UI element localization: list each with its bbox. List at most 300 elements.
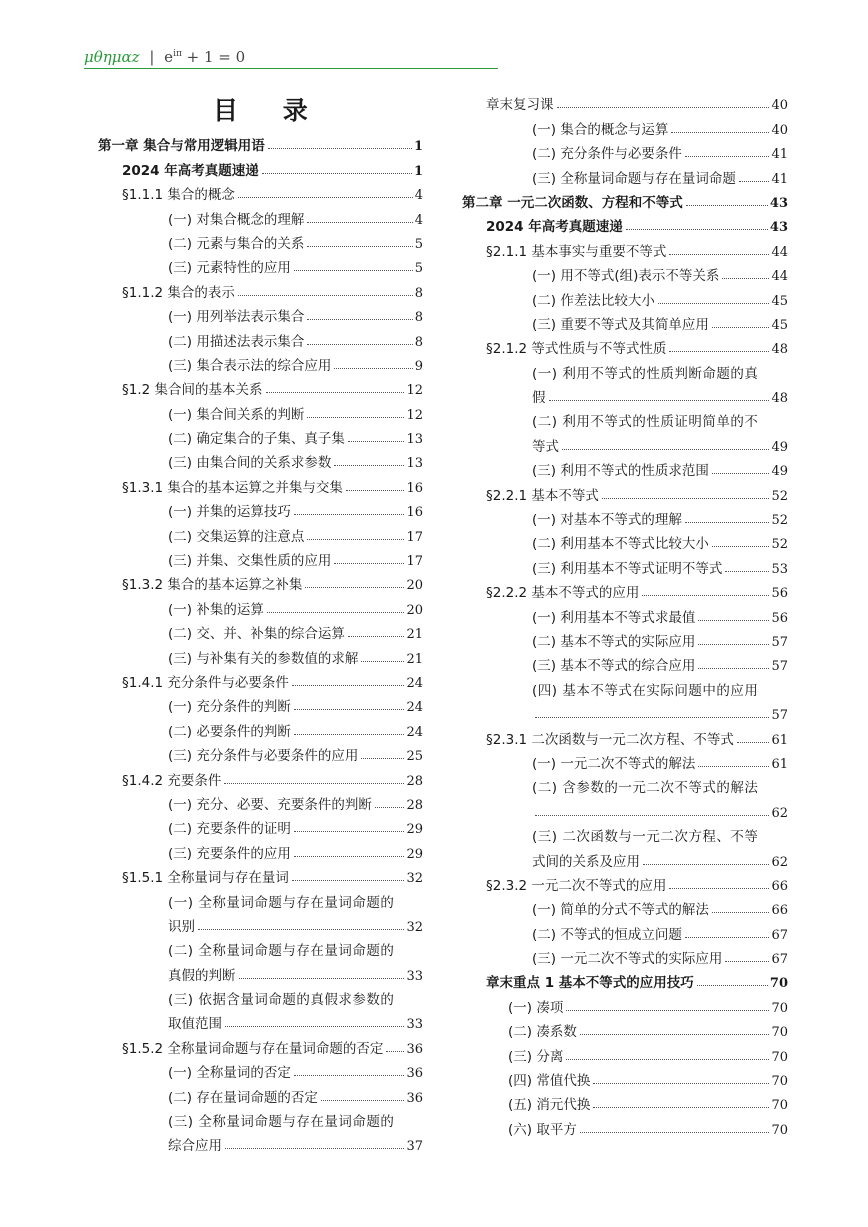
dot-leader [375, 807, 405, 808]
toc-page-number: 70 [771, 1074, 788, 1090]
toc-page-number: 8 [414, 334, 423, 350]
toc-entry-title: §1.4.2 充要条件 [122, 772, 222, 789]
toc-page-number: 33 [406, 968, 423, 984]
toc-entry-title: (三) 基本不等式的综合应用 [532, 658, 696, 675]
toc-page-number: 12 [406, 383, 423, 399]
toc-entry[interactable] [98, 642, 423, 666]
toc-page-number: 37 [406, 1139, 423, 1155]
toc-page-number: 48 [771, 391, 788, 407]
toc-entry-title: (三) 分离 [508, 1048, 564, 1065]
dot-leader [334, 368, 412, 369]
toc-entry-title: (三) 并集、交集性质的应用 [168, 553, 332, 570]
toc-entry-title: (三) 由集合间的关系求参数 [168, 455, 332, 472]
toc-right-column [462, 89, 788, 1138]
toc-entry-title: 等式 [532, 438, 559, 455]
toc-entry-title: 章末重点 1 基本不等式的应用技巧 [486, 975, 694, 992]
toc-entry[interactable] [462, 211, 788, 235]
toc-entry[interactable] [462, 1089, 788, 1113]
toc-entry[interactable] [98, 545, 423, 569]
toc-page-number: 24 [406, 700, 423, 716]
toc-entry-title: (二) 必要条件的判断 [168, 723, 291, 740]
toc-entry-title: (二) 元素与集合的关系 [168, 235, 305, 252]
brand-formula: $e^{i\pi} + 1 = 0$ [164, 48, 246, 66]
toc-page-number: 33 [406, 1017, 423, 1033]
toc-entry-title: (一) 用不等式(组)表示不等关系 [532, 268, 720, 285]
toc-entry-title: §1.3.1 集合的基本运算之并集与交集 [122, 479, 343, 496]
dot-leader [685, 156, 770, 157]
dot-leader [642, 595, 769, 596]
toc-entry-title: (一) 集合的概念与运算 [532, 121, 669, 138]
toc-entry[interactable] [462, 89, 788, 113]
dot-leader [580, 1034, 770, 1035]
toc-page-number: 53 [771, 561, 788, 577]
toc-entry[interactable] [462, 187, 788, 211]
dot-leader [307, 417, 404, 418]
dot-leader [669, 351, 769, 352]
toc-entry-title: (一) 利用不等式的性质判断命题的真 [532, 365, 759, 382]
toc-page-number: 17 [406, 529, 423, 545]
toc-entry[interactable] [98, 813, 423, 837]
toc-entry[interactable] [462, 430, 788, 454]
toc-page-number: 41 [771, 147, 788, 163]
toc-entry[interactable] [98, 618, 423, 642]
toc-entry[interactable] [462, 284, 788, 308]
toc-page-number: 49 [771, 439, 788, 455]
toc-entry[interactable] [462, 1016, 788, 1040]
dot-leader [239, 978, 405, 979]
toc-entry-title: §1.1.2 集合的表示 [122, 284, 235, 301]
header-brand [84, 48, 245, 66]
toc-page-number: 49 [771, 464, 788, 480]
toc-page-number: 44 [771, 244, 788, 260]
dot-leader [566, 1010, 769, 1011]
dot-leader [294, 709, 405, 710]
dot-leader [669, 888, 769, 889]
toc-entry-title: 第二章 一元二次函数、方程和不等式 [462, 194, 683, 211]
toc-entry[interactable] [98, 471, 423, 495]
dot-leader [712, 546, 770, 547]
toc-entry[interactable] [98, 715, 423, 739]
toc-page-number: 8 [414, 285, 423, 301]
toc-entry[interactable] [462, 260, 788, 284]
toc-entry[interactable] [98, 740, 423, 764]
toc-entry-title: 2024 年高考真题速递 [122, 162, 259, 179]
dot-leader [361, 661, 404, 662]
toc-entry[interactable] [462, 845, 788, 869]
toc-entry-title: (三) 利用不等式的性质求范围 [532, 463, 709, 480]
toc-entry[interactable] [462, 723, 788, 747]
dot-leader [562, 449, 769, 450]
toc-entry[interactable] [98, 1008, 423, 1032]
toc-entry-title: 真假的判断 [168, 967, 236, 984]
dot-leader [737, 742, 770, 743]
toc-entry-title: (三) 充要条件的应用 [168, 845, 291, 862]
toc-entry-title: (三) 集合表示法的综合应用 [168, 357, 332, 374]
toc-entry-title: (五) 消元代换 [508, 1097, 591, 1114]
dot-leader [224, 783, 404, 784]
toc-page-number: 1 [413, 139, 423, 155]
toc-page-number: 66 [771, 903, 788, 919]
toc-page-number: 13 [406, 432, 423, 448]
dot-leader [557, 107, 770, 108]
toc-entry[interactable] [462, 796, 788, 820]
toc-entry[interactable] [462, 626, 788, 650]
toc-page-number: 20 [406, 578, 423, 594]
dot-leader [225, 1026, 404, 1027]
toc-page-number: 70 [771, 1000, 788, 1016]
toc-entry[interactable] [462, 138, 788, 162]
dot-leader [725, 571, 769, 572]
dot-leader [198, 929, 404, 930]
toc-entry[interactable] [462, 162, 788, 186]
dot-leader [292, 880, 405, 881]
toc-entry[interactable] [98, 130, 423, 154]
toc-entry[interactable] [462, 382, 788, 406]
toc-entry-title: (三) 依据含量词命题的真假求参数的 [168, 992, 395, 1009]
brand-separator: | [149, 48, 155, 66]
toc-entry[interactable] [98, 398, 423, 422]
dot-leader [294, 856, 405, 857]
toc-entry[interactable] [462, 918, 788, 942]
toc-entry-title: (三) 重要不等式及其简单应用 [532, 316, 709, 333]
toc-entry[interactable] [98, 520, 423, 544]
toc-entry-title: (一) 补集的运算 [168, 601, 264, 618]
dot-leader [307, 246, 412, 247]
toc-entry-title: (一) 凑项 [508, 999, 564, 1016]
dot-leader [386, 1051, 404, 1052]
toc-entry[interactable] [98, 691, 423, 715]
toc-page-number: 17 [406, 554, 423, 570]
toc-entry[interactable] [98, 764, 423, 788]
toc-entry[interactable] [462, 406, 788, 430]
toc-entry-title: (三) 充分条件与必要条件的应用 [168, 748, 359, 765]
toc-entry-title: §1.1.1 集合的概念 [122, 187, 235, 204]
toc-entry-title: (二) 存在量词命题的否定 [168, 1089, 318, 1106]
toc-page-number: 1 [413, 163, 423, 179]
toc-page-number: 21 [406, 627, 423, 643]
toc-entry[interactable] [462, 1065, 788, 1089]
toc-entry-title: (四) 基本不等式在实际问题中的应用 [532, 682, 759, 699]
toc-entry-title: (一) 简单的分式不等式的解法 [532, 902, 709, 919]
toc-entry[interactable] [98, 1032, 423, 1056]
toc-entry[interactable] [98, 862, 423, 886]
toc-entry-title: (四) 常值代换 [508, 1073, 591, 1090]
toc-entry[interactable] [462, 699, 788, 723]
dot-leader [658, 303, 770, 304]
toc-entry[interactable] [98, 1130, 423, 1154]
toc-entry[interactable] [462, 479, 788, 503]
toc-page-number: 45 [771, 293, 788, 309]
toc-page-number: 61 [771, 732, 788, 748]
toc-entry-title: 2024 年高考真题速递 [486, 219, 623, 236]
toc-entry-title: (三) 全称量词命题与存在量词命题的 [168, 1114, 395, 1131]
dot-leader [712, 473, 770, 474]
dot-leader [669, 254, 769, 255]
dot-leader [348, 636, 405, 637]
toc-entry-title: (二) 交集运算的注意点 [168, 528, 305, 545]
toc-entry-title: (一) 对集合概念的理解 [168, 211, 305, 228]
toc-entry[interactable] [98, 984, 423, 1008]
toc-entry[interactable] [98, 959, 423, 983]
toc-entry-title: §2.1.2 等式性质与不等式性质 [486, 341, 667, 358]
toc-entry-title: (三) 全称量词命题与存在量词命题 [532, 170, 736, 187]
toc-entry[interactable] [462, 943, 788, 967]
dot-leader [698, 620, 769, 621]
toc-entry-title: §2.2.2 基本不等式的应用 [486, 585, 640, 602]
toc-page-number: 28 [406, 773, 423, 789]
toc-entry-title: (二) 利用不等式的性质证明简单的不 [532, 414, 759, 431]
toc-page-number: 44 [771, 269, 788, 285]
toc-entry-title: (三) 利用基本不等式证明不等式 [532, 560, 723, 577]
toc-entry[interactable] [462, 504, 788, 528]
toc-page-number: 28 [406, 797, 423, 813]
toc-page-number: 20 [406, 602, 423, 618]
dot-leader [698, 668, 769, 669]
toc-entry-title: 综合应用 [168, 1138, 222, 1155]
toc-entry[interactable] [462, 650, 788, 674]
dot-leader [698, 766, 769, 767]
dot-leader [685, 522, 770, 523]
dot-leader [321, 1100, 405, 1101]
toc-page-number: 62 [771, 805, 788, 821]
dot-leader [238, 197, 413, 198]
toc-page-number: 25 [406, 749, 423, 765]
dot-leader [698, 644, 769, 645]
toc-entry[interactable] [98, 374, 423, 398]
toc-entry[interactable] [98, 837, 423, 861]
dot-leader [294, 514, 405, 515]
toc-entry-title: (六) 取平方 [508, 1121, 577, 1138]
toc-entry[interactable] [98, 1057, 423, 1081]
toc-page-number: 29 [406, 846, 423, 862]
toc-page-number: 12 [406, 407, 423, 423]
toc-entry[interactable] [462, 113, 788, 137]
toc-entry[interactable] [462, 967, 788, 991]
toc-entry[interactable] [98, 154, 423, 178]
toc-entry[interactable] [462, 309, 788, 333]
header-rule [84, 68, 498, 69]
toc-entry-title: (二) 用描述法表示集合 [168, 333, 305, 350]
toc-entry-title: (三) 与补集有关的参数值的求解 [168, 650, 359, 667]
toc-page-number: 24 [406, 724, 423, 740]
dot-leader [712, 912, 770, 913]
toc-entry-title: (二) 含参数的一元二次不等式的解法 [532, 780, 759, 797]
toc-page-number: 21 [406, 651, 423, 667]
toc-entry-title: §1.3.2 集合的基本运算之补集 [122, 577, 303, 594]
toc-page-number: 16 [406, 480, 423, 496]
toc-page-number: 70 [771, 1098, 788, 1114]
toc-entry-title: 章末复习课 [486, 97, 554, 114]
dot-leader [361, 758, 404, 759]
toc-entry[interactable] [462, 870, 788, 894]
toc-entry[interactable] [462, 552, 788, 576]
dot-leader [307, 319, 412, 320]
toc-entry-title: 第一章 集合与常用逻辑用语 [98, 138, 265, 155]
dot-leader [593, 1107, 769, 1108]
toc-entry[interactable] [98, 935, 423, 959]
dot-leader [535, 717, 769, 718]
toc-entry-title: §2.2.1 基本不等式 [486, 487, 599, 504]
dot-leader [262, 173, 412, 174]
toc-page-number: 48 [771, 342, 788, 358]
toc-page-number: 16 [406, 505, 423, 521]
toc-entry-title: (三) 一元二次不等式的实际应用 [532, 951, 723, 968]
toc-entry-title: (一) 全称量词的否定 [168, 1065, 291, 1082]
toc-entry[interactable] [462, 1113, 788, 1137]
toc-entry-title: (二) 交、并、补集的综合运算 [168, 626, 345, 643]
toc-entry[interactable] [462, 894, 788, 918]
toc-page-number: 70 [771, 1049, 788, 1065]
dot-leader [671, 132, 769, 133]
toc-entry-title: §2.1.1 基本事实与重要不等式 [486, 243, 667, 260]
toc-entry[interactable] [462, 1040, 788, 1064]
toc-page-number: 52 [771, 488, 788, 504]
toc-entry[interactable] [98, 667, 423, 691]
toc-page-number: 67 [771, 927, 788, 943]
toc-entry[interactable] [98, 593, 423, 617]
toc-entry-title: (二) 全称量词命题与存在量词命题的 [168, 943, 395, 960]
toc-page-number: 4 [414, 212, 423, 228]
toc-entry[interactable] [98, 886, 423, 910]
toc-entry-title: (一) 全称量词命题与存在量词命题的 [168, 894, 395, 911]
dot-leader [602, 498, 770, 499]
toc-page-number: 57 [771, 659, 788, 675]
toc-page-number: 70 [769, 976, 788, 992]
toc-entry[interactable] [98, 423, 423, 447]
toc-entry[interactable] [98, 228, 423, 252]
toc-entry[interactable] [98, 496, 423, 520]
toc-page-number: 40 [771, 122, 788, 138]
toc-entry-title: §1.2 集合间的基本关系 [122, 382, 263, 399]
toc-entry[interactable] [98, 789, 423, 813]
toc-entry-title: 式间的关系及应用 [532, 853, 640, 870]
toc-page-number: 57 [771, 708, 788, 724]
dot-leader [697, 985, 768, 986]
toc-page-number: 67 [771, 952, 788, 968]
toc-entry[interactable] [462, 357, 788, 381]
toc-page-number: 45 [771, 317, 788, 333]
toc-page-number: 52 [771, 513, 788, 529]
dot-leader [348, 441, 405, 442]
toc-entry-title: (一) 并集的运算技巧 [168, 504, 291, 521]
toc-entry[interactable] [462, 601, 788, 625]
toc-page-number: 61 [771, 756, 788, 772]
toc-entry-title: (二) 利用基本不等式比较大小 [532, 536, 709, 553]
toc-entry-title: §1.5.2 全称量词命题与存在量词命题的否定 [122, 1040, 384, 1057]
toc-page-number: 4 [414, 188, 423, 204]
toc-entry[interactable] [98, 1106, 423, 1130]
toc-entry-title: (一) 集合间关系的判断 [168, 406, 305, 423]
toc-entry[interactable] [98, 911, 423, 935]
toc-page-number: 9 [414, 358, 423, 374]
dot-leader [626, 229, 768, 230]
dot-leader [294, 270, 413, 271]
toc-page-number: 5 [414, 261, 423, 277]
toc-entry-title: (二) 基本不等式的实际应用 [532, 633, 696, 650]
toc-entry[interactable] [462, 991, 788, 1015]
dot-leader [307, 539, 404, 540]
toc-entry-title: §2.3.2 一元二次不等式的应用 [486, 877, 667, 894]
toc-entry-title: (二) 作差法比较大小 [532, 292, 655, 309]
dot-leader [739, 181, 770, 182]
toc-entry-title: (一) 利用基本不等式求最值 [532, 609, 696, 626]
toc-entry[interactable] [98, 276, 423, 300]
toc-entry-title: (三) 二次函数与一元二次方程、不等 [532, 829, 759, 846]
toc-page-number: 57 [771, 634, 788, 650]
dot-leader [549, 400, 770, 401]
toc-entry[interactable] [462, 577, 788, 601]
dot-leader [712, 327, 770, 328]
toc-entry[interactable] [98, 179, 423, 203]
toc-entry[interactable] [98, 203, 423, 227]
toc-page-number: 40 [771, 98, 788, 114]
toc-page-number: 36 [406, 1041, 423, 1057]
dot-leader [334, 563, 404, 564]
dot-leader [535, 815, 769, 816]
toc-entry[interactable] [462, 333, 788, 357]
toc-page-number: 62 [771, 854, 788, 870]
toc-page-number: 43 [769, 195, 788, 211]
toc-entry[interactable] [98, 569, 423, 593]
dot-leader [307, 344, 412, 345]
toc-page-number: 56 [771, 610, 788, 626]
toc-entry-title: (二) 充要条件的证明 [168, 821, 291, 838]
toc-entry-title: (二) 不等式的恒成立问题 [532, 926, 682, 943]
toc-entry-title: (一) 对基本不等式的理解 [532, 512, 682, 529]
toc-entry[interactable] [98, 252, 423, 276]
dot-leader [722, 278, 769, 279]
page-title: 目 录 [213, 96, 326, 125]
toc-entry-title: (二) 确定集合的子集、真子集 [168, 431, 345, 448]
toc-entry[interactable] [98, 325, 423, 349]
toc-page-number: 70 [771, 1122, 788, 1138]
dot-leader [266, 392, 405, 393]
toc-entry-title: §1.5.1 全称量词与存在量词 [122, 870, 289, 887]
dot-leader [305, 587, 404, 588]
dot-leader [238, 295, 413, 296]
toc-entry[interactable] [98, 447, 423, 471]
dot-leader [346, 490, 405, 491]
toc-entry[interactable] [462, 772, 788, 796]
toc-page-number: 5 [414, 236, 423, 252]
toc-entry[interactable] [462, 528, 788, 552]
toc-entry-title: (三) 元素特性的应用 [168, 260, 291, 277]
toc-page-number: 56 [771, 586, 788, 602]
toc-entry-title: (一) 用列举法表示集合 [168, 309, 305, 326]
toc-page-number: 8 [414, 310, 423, 326]
brand-greek: μθημαz [84, 48, 140, 66]
dot-leader [294, 1075, 405, 1076]
toc-entry[interactable] [462, 748, 788, 772]
dot-leader [725, 961, 769, 962]
dot-leader [307, 222, 412, 223]
toc-entry[interactable] [462, 235, 788, 259]
toc-entry[interactable] [98, 350, 423, 374]
toc-entry[interactable] [98, 1081, 423, 1105]
dot-leader [566, 1059, 769, 1060]
toc-page-number: 70 [771, 1025, 788, 1041]
dot-leader [334, 465, 404, 466]
toc-entry[interactable] [462, 674, 788, 698]
dot-leader [267, 612, 405, 613]
toc-entry-title: (二) 凑系数 [508, 1024, 577, 1041]
toc-entry[interactable] [462, 821, 788, 845]
toc-entry[interactable] [462, 455, 788, 479]
toc-entry-title: (一) 充分条件的判断 [168, 699, 291, 716]
toc-entry[interactable] [98, 301, 423, 325]
dot-leader [643, 864, 769, 865]
dot-leader [580, 1132, 770, 1133]
